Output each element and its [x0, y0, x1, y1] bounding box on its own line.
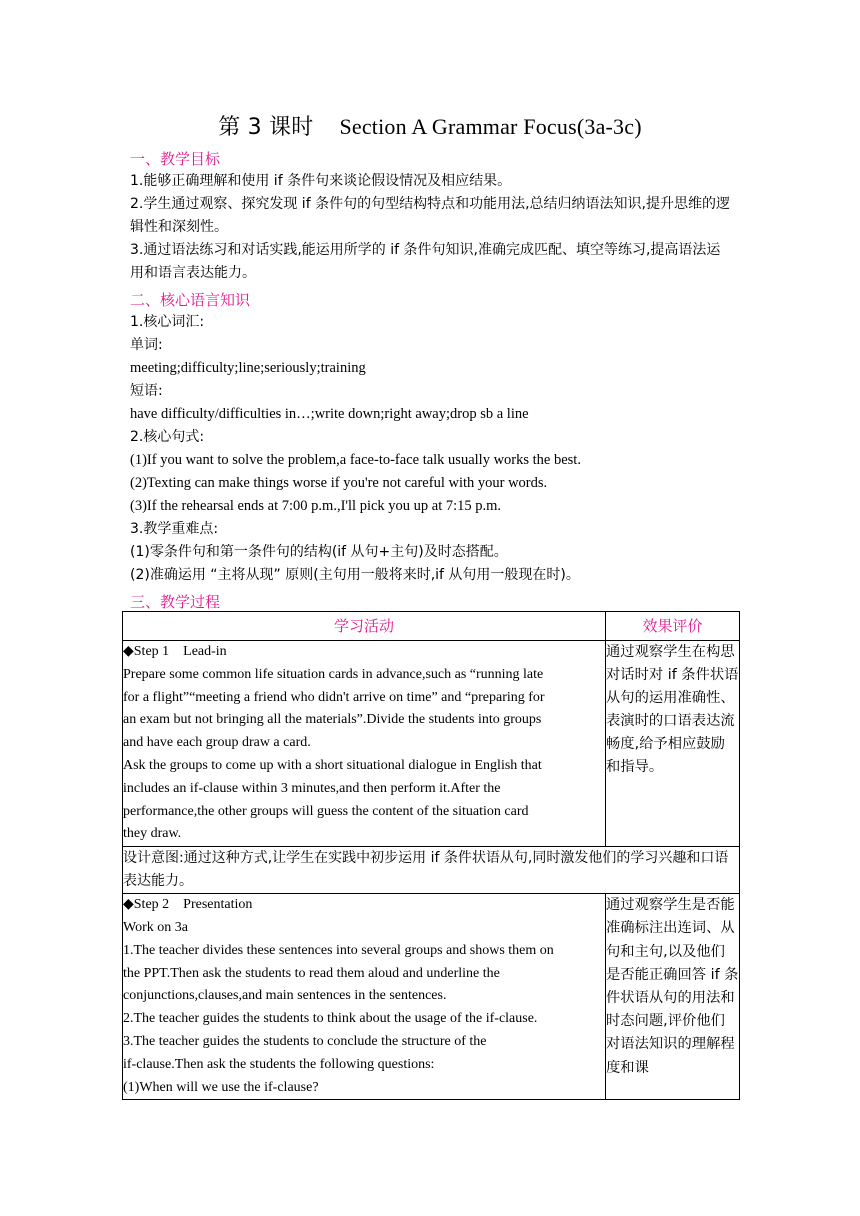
- phrases-list: have difficulty/difficulties in…;write down;right away;drop sb a line: [130, 406, 529, 422]
- step2-activity-cell: [123, 894, 606, 1100]
- words-list: meeting;difficulty;line;seriously;training: [130, 360, 366, 376]
- col-activity-header: 学习活动: [123, 612, 606, 641]
- words-label: 单词:: [130, 337, 163, 353]
- step1-line-4: and have each group draw a card.: [123, 735, 311, 751]
- step1-line-3: an exam but not bringing all the materials”.Divide the students into groups: [123, 712, 542, 728]
- step2-line-1: Work on 3a: [123, 919, 188, 935]
- sentence-3: (3)If the rehearsal ends at 7:00 p.m.,I'll pick you up at 7:15 p.m.: [130, 498, 502, 514]
- step1-eval-cell: 通过观察学生在构思对话时对 if 条件状语从句的运用准确性、表演时的口语表达流畅度,给予相应鼓励和指导。: [606, 641, 740, 847]
- knowledge-heading: 二、核心语言知识: [130, 291, 251, 309]
- step2-line-4: conjunctions,clauses,and main sentences in the sentences.: [123, 988, 447, 1004]
- sentence-2: (2)Texting can make things worse if you're not careful with your words.: [130, 475, 548, 491]
- step2-title: ◆Step 2 Presentation: [123, 897, 253, 913]
- key-title: 3.教学重难点:: [130, 521, 219, 537]
- process-heading: 三、教学过程: [130, 593, 221, 611]
- key-point-1: (1)零条件句和第一条件句的结构(if 从句+主句)及时态搭配。: [130, 544, 508, 560]
- table-row-step2: [123, 894, 740, 1100]
- step2-line-8: (1)When will we use the if-clause?: [123, 1079, 319, 1095]
- phrases-label: 短语:: [130, 383, 163, 399]
- sentence-1: (1)If you want to solve the problem,a face-to-face talk usually works the best.: [130, 452, 581, 468]
- goals-heading: 一、教学目标: [130, 150, 221, 168]
- step2-line-7: if-clause.Then ask the students the following questions:: [123, 1056, 435, 1072]
- step1-line-7: performance,the other groups will guess the content of the situation card: [123, 803, 529, 819]
- process-table: [122, 611, 740, 1100]
- step1-line-8: they draw.: [123, 826, 182, 842]
- col-eval-header: 效果评价: [606, 612, 740, 641]
- key-point-2: (2)准确运用 “主将从现” 原则(主句用一般将来时,if 从句用一般现在时)。: [130, 567, 580, 583]
- goal-item-1: 1.能够正确理解和使用 if 条件句来谈论假设情况及相应结果。: [130, 173, 512, 189]
- step2-line-5: 2.The teacher guides the students to think about the usage of the if-clause.: [123, 1011, 538, 1027]
- step1-line-6: includes an if-clause within 3 minutes,and then perform it.After the: [123, 780, 501, 796]
- table-row-intent: [123, 847, 740, 894]
- step2-eval-cell: 通过观察学生是否能准确标注出连词、从句和主句,以及他们是否能正确回答 if 条件状语从句的用法和时态问题,评价他们对语法知识的理解程度和课: [606, 894, 740, 1100]
- step1-line-5: Ask the groups to come up with a short situational dialogue in English that: [123, 757, 542, 773]
- table-row-step1: [123, 641, 740, 847]
- lesson-number: 第 3 课时: [218, 115, 314, 140]
- step2-line-2: 1.The teacher divides these sentences into several groups and shows them on: [123, 942, 554, 958]
- goal-item-3: 3.通过语法练习和对话实践,能运用所学的 if 条件句知识,准确完成匹配、填空等练习,提高语法运用和语言表达能力。: [130, 242, 721, 281]
- step2-line-6: 3.The teacher guides the students to conclude the structure of the: [123, 1033, 487, 1049]
- step2-line-3: the PPT.Then ask the students to read them aloud and underline the: [123, 965, 500, 981]
- page-title: [0, 110, 860, 141]
- step1-title: ◆Step 1 Lead-in: [123, 644, 227, 659]
- section-title: Section A Grammar Focus(3a-3c): [339, 114, 642, 139]
- step1-line-2: for a flight”“meeting a friend who didn't arrive on time” and “preparing for: [123, 689, 545, 705]
- goal-item-2: 2.学生通过观察、探究发现 if 条件句的句型结构特点和功能用法,总结归纳语法知识,提升思维的逻辑性和深刻性。: [130, 196, 730, 235]
- step1-line-1: Prepare some common life situation cards in advance,such as “running late: [123, 666, 544, 682]
- design-intent-cell: 设计意图:通过这种方式,让学生在实践中初步运用 if 条件状语从句,同时激发他们的学习兴趣和口语表达能力。: [123, 847, 740, 894]
- vocab-title: 1.核心词汇:: [130, 314, 205, 330]
- sentences-title: 2.核心句式:: [130, 429, 205, 445]
- step1-activity-cell: [123, 641, 606, 847]
- table-header-row: [123, 612, 740, 641]
